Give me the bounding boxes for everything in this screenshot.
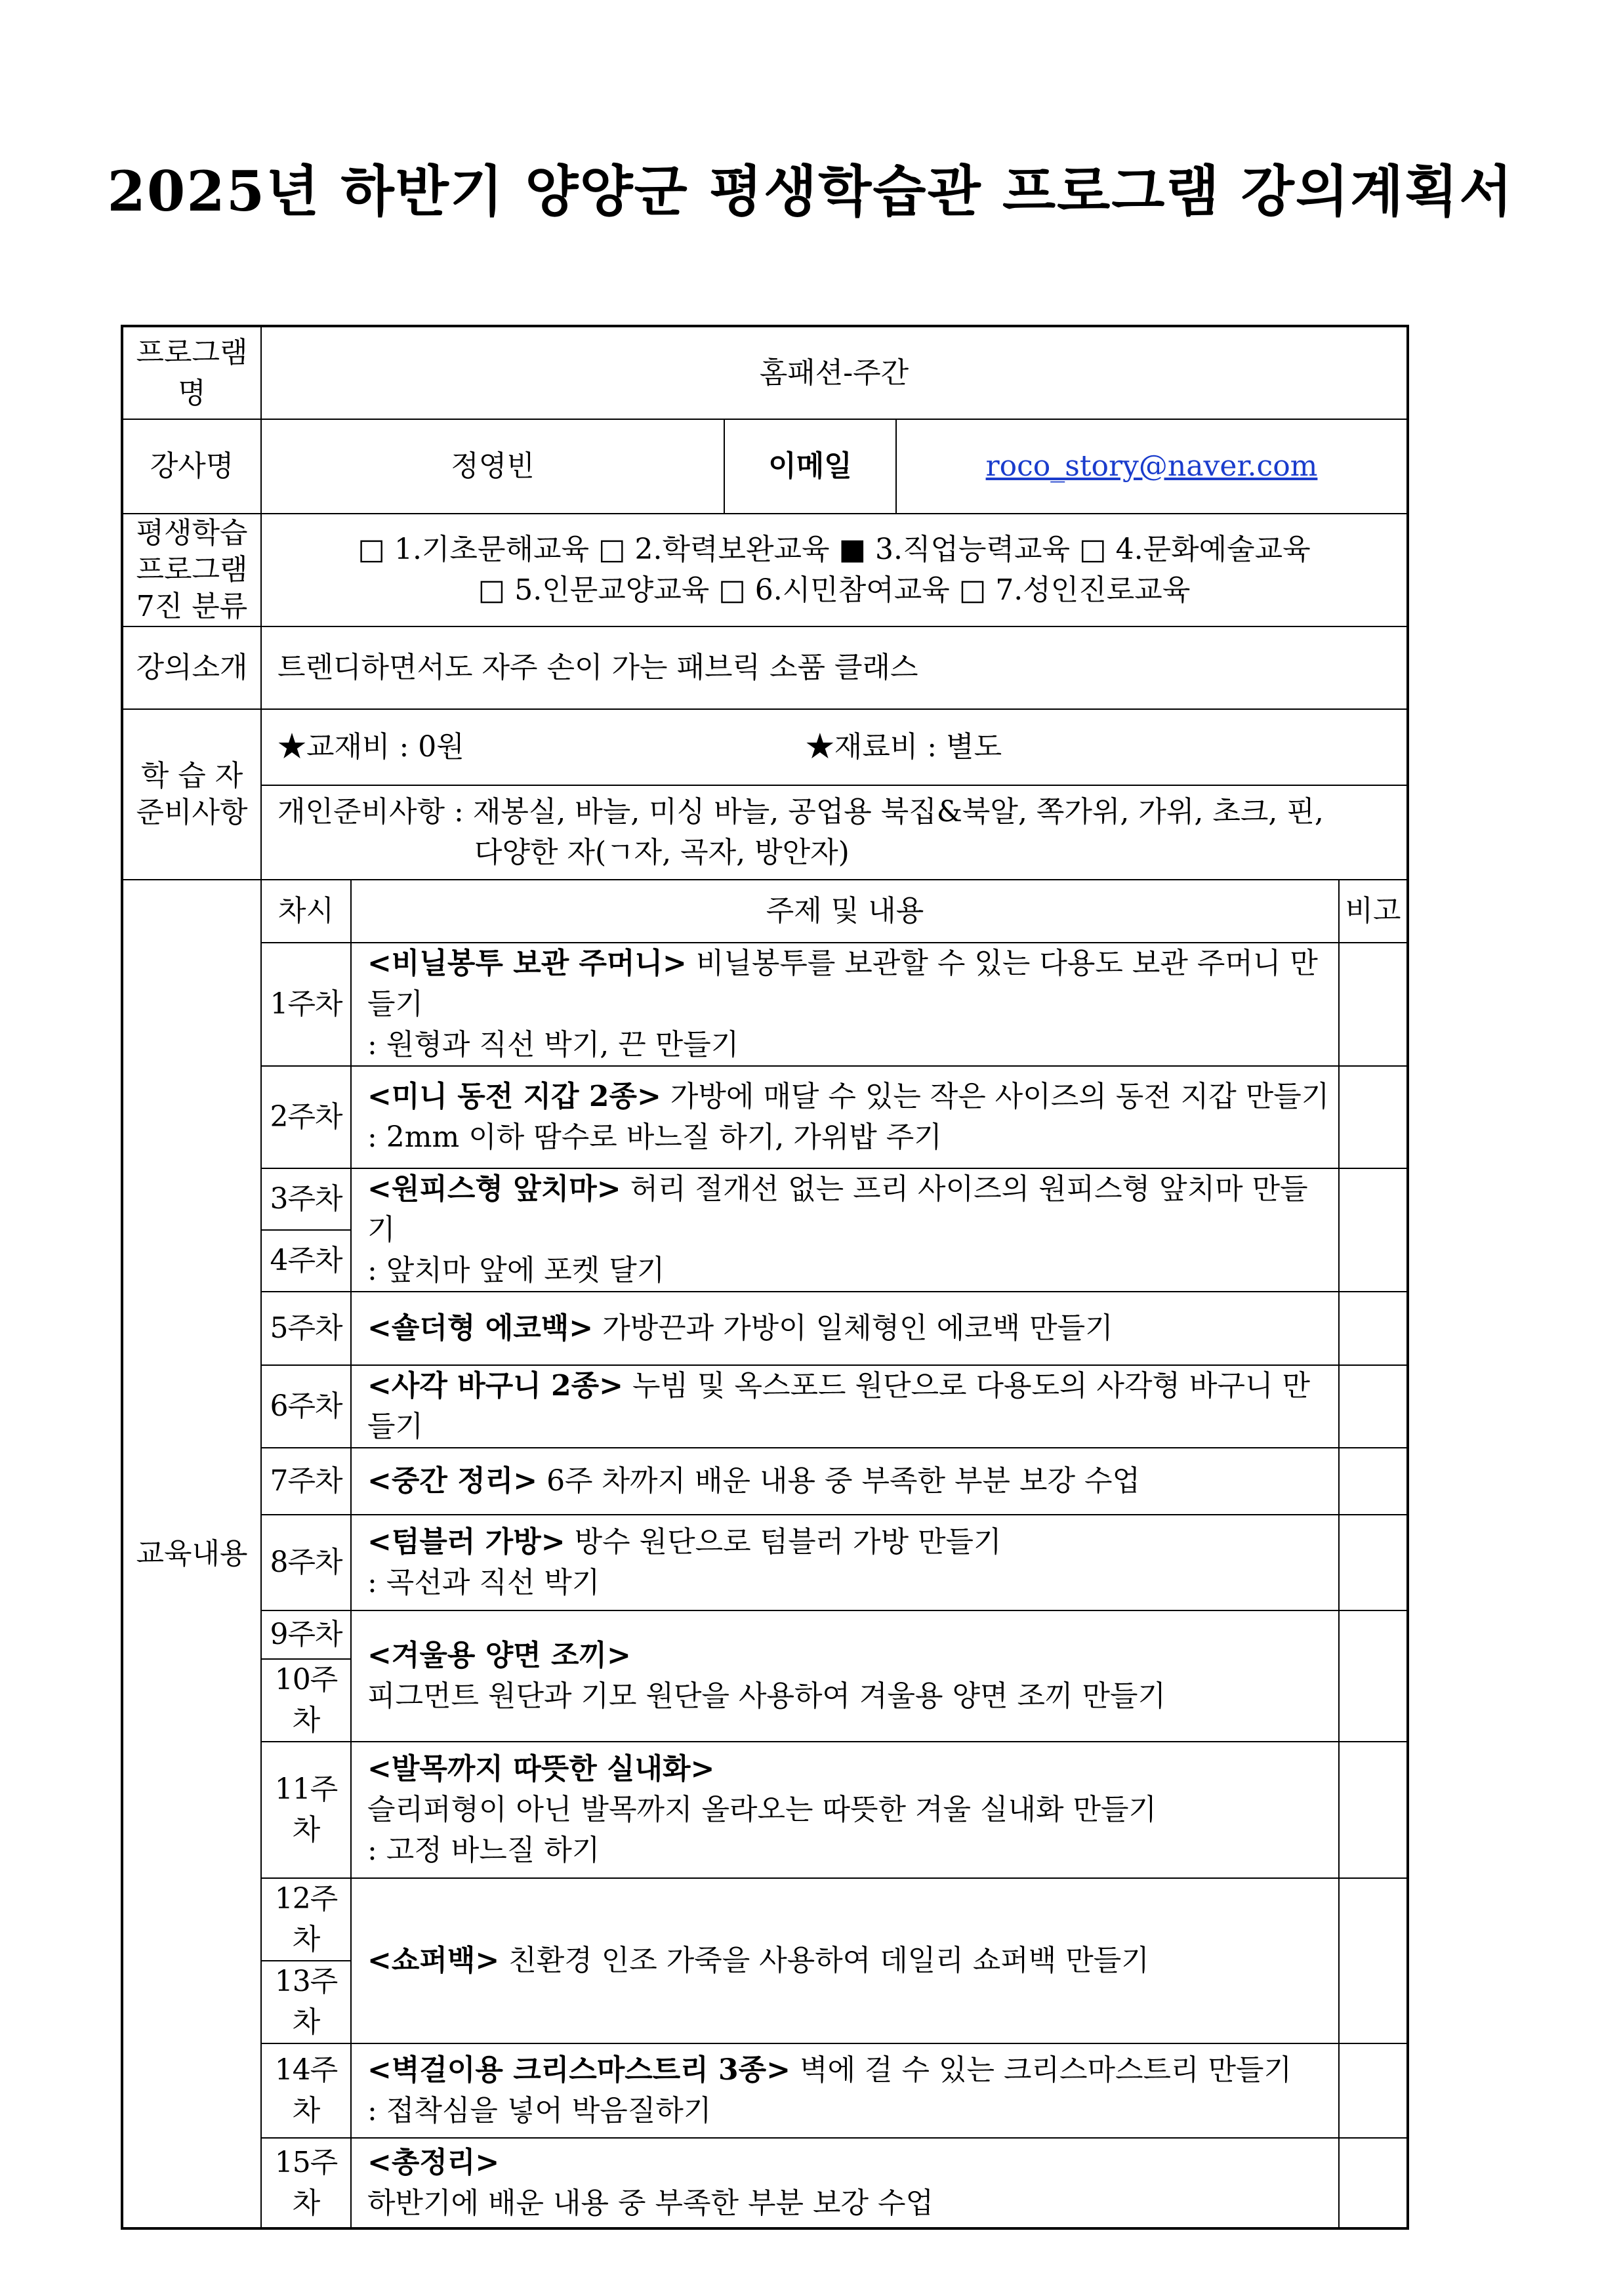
content-cell [351,1742,1339,1878]
week-cell: 3주차 [261,1168,351,1230]
curriculum-row [122,943,1408,1066]
prep-personal [261,785,1408,880]
prep-label-line2: 준비사항 [136,796,248,829]
content-cell [351,1365,1339,1448]
topic-title: <벽걸이용 크리스마스트리 3종> [367,2053,791,2087]
topic-desc: 가방에 매달 수 있는 작은 사이즈의 동전 지갑 만들기 [661,1080,1330,1113]
note-cell [1339,1742,1408,1878]
header-session: 차시 [261,880,351,943]
topic-sub: : 원형과 직선 박기, 끈 만들기 [367,1028,739,1061]
topic-sub: 피그먼트 원단과 기모 원단을 사용하여 겨울용 양면 조끼 만들기 [367,1679,1166,1713]
topic-title: <쇼퍼백> [367,1944,500,1977]
curriculum-row [122,2138,1408,2228]
content-cell [351,1878,1339,2043]
topic-sub: : 곡선과 직선 박기 [367,1566,600,1599]
email-cell [896,419,1408,514]
curriculum-row [122,1742,1408,1878]
week-cell: 4주차 [261,1230,351,1292]
classification-label-line3: 7진 분류 [136,590,248,623]
week-cell: 7주차 [261,1448,351,1515]
email-link[interactable]: roco_story@naver.com [985,449,1318,483]
curriculum-row [122,1365,1408,1448]
note-cell [1339,1365,1408,1448]
textbook-fee: ★교재비 : 0원 [277,730,464,764]
topic-sub: : 접착심을 넣어 박음질하기 [367,2094,712,2127]
note-cell [1339,1448,1408,1515]
personal-line1: 개인준비사항 : 재봉실, 바늘, 미싱 바늘, 공업용 북집&북알, 쪽가위, 가위, 초크, 핀, [277,795,1324,829]
topic-title: <텀블러 가방> [367,1525,565,1559]
prep-label-line1: 학 습 자 [140,759,243,792]
week-cell: 11주차 [261,1742,351,1878]
classification-line2: □ 5.인문교양교육 □ 6.시민참여교육 □ 7.성인진로교육 [478,573,1191,607]
content-cell [351,2043,1339,2138]
topic-sub2: : 고정 바느질 하기 [367,1834,600,1867]
content-cell [351,1066,1339,1168]
intro-value: 트렌디하면서도 자주 손이 가는 패브릭 소품 클래스 [261,626,1408,709]
prep-label [122,709,261,880]
instructor-name: 정영빈 [261,419,724,514]
topic-desc: 누빔 및 옥스포드 원단으로 다용도의 사각형 바구니 만들기 [367,1369,1310,1443]
week-cell: 2주차 [261,1066,351,1168]
curriculum-row [122,1515,1408,1610]
note-cell [1339,1292,1408,1365]
topic-title: <중간 정리> [367,1464,538,1498]
topic-sub: : 앞치마 앞에 포켓 달기 [367,1254,665,1287]
curriculum-row [122,1168,1408,1230]
topic-title: <미니 동전 지갑 2종> [367,1080,661,1113]
topic-title: <사각 바구니 2종> [367,1369,624,1403]
week-cell: 14주차 [261,2043,351,2138]
personal-line2: 다양한 자(ㄱ자, 곡자, 방안자) [474,836,850,869]
classification-line1: □ 1.기초문해교육 □ 2.학력보완교육 ■ 3.직업능력교육 □ 4.문화예술교육 [358,533,1311,566]
week-cell: 9주차 [261,1610,351,1659]
topic-title: <숄더형 에코백> [367,1311,594,1345]
curriculum-row [122,1292,1408,1365]
instructor-label: 강사명 [122,419,261,514]
program-value: 홈패션-주간 [261,326,1408,419]
classification-label-line2: 프로그램 [136,553,248,586]
week-cell: 12주차 [261,1878,351,1961]
content-cell [351,943,1339,1066]
note-cell [1339,2043,1408,2138]
note-cell [1339,1515,1408,1610]
curriculum-row [122,1878,1408,1961]
topic-title: <총정리> [367,2145,500,2179]
week-cell: 1주차 [261,943,351,1066]
row-classification [122,514,1408,626]
classification-label-line1: 평생학습 [136,516,248,550]
note-cell [1339,1168,1408,1292]
note-cell [1339,943,1408,1066]
material-fee: ★재료비 : 별도 [805,730,1002,764]
topic-title: <발목까지 따뜻한 실내화> [367,1752,715,1786]
week-cell: 8주차 [261,1515,351,1610]
topic-sub: : 2mm 이하 땀수로 바느질 하기, 가위밥 주기 [367,1120,942,1154]
row-prep-personal [122,785,1408,880]
curriculum-row [122,1066,1408,1168]
content-cell [351,1168,1339,1292]
curriculum-label: 교육내용 [122,880,261,2228]
curriculum-row [122,2043,1408,2138]
prep-fees [261,709,1408,785]
topic-desc: 가방끈과 가방이 일체형인 에코백 만들기 [593,1311,1113,1345]
topic-desc: 방수 원단으로 텀블러 가방 만들기 [565,1525,1002,1559]
program-label: 프로그램명 [122,326,261,419]
week-cell: 10주차 [261,1659,351,1742]
header-content: 주제 및 내용 [351,880,1339,943]
topic-desc: 6주 차까지 배운 내용 중 부족한 부분 보강 수업 [537,1464,1141,1498]
topic-title: <원피스형 앞치마> [367,1172,621,1206]
header-note: 비고 [1339,880,1408,943]
topic-desc: 허리 절개선 없는 프리 사이즈의 원피스형 앞치마 만들기 [367,1172,1308,1246]
topic-title: <비닐봉투 보관 주머니> [367,947,687,980]
note-cell [1339,1066,1408,1168]
topic-desc: 비닐봉투를 보관할 수 있는 다용도 보관 주머니 만들기 [367,947,1318,1021]
week-cell: 6주차 [261,1365,351,1448]
content-cell [351,2138,1339,2228]
week-cell: 13주차 [261,1961,351,2043]
row-program [122,326,1408,419]
row-intro [122,626,1408,709]
topic-title: <겨울용 양면 조끼> [367,1639,631,1672]
week-cell: 5주차 [261,1292,351,1365]
page-title: 2025년 하반기 양양군 평생학습관 프로그램 강의계획서 [107,159,1514,224]
row-prep-fees [122,709,1408,785]
topic-desc: 친환경 인조 가죽을 사용하여 데일리 쇼퍼백 만들기 [499,1944,1149,1977]
week-cell: 15주차 [261,2138,351,2228]
row-instructor [122,419,1408,514]
topic-sub: 슬리퍼형이 아닌 발목까지 올라오는 따뜻한 겨울 실내화 만들기 [367,1793,1157,1826]
intro-label: 강의소개 [122,626,261,709]
classification-label [122,514,261,626]
email-label: 이메일 [724,419,896,514]
content-cell [351,1610,1339,1742]
topic-sub: 하반기에 배운 내용 중 부족한 부분 보강 수업 [367,2186,934,2220]
note-cell [1339,1878,1408,2043]
curriculum-row [122,1448,1408,1515]
curriculum-row [122,1610,1408,1659]
content-cell [351,1448,1339,1515]
lecture-plan-table [121,325,1409,2230]
content-cell [351,1292,1339,1365]
classification-options [261,514,1408,626]
note-cell [1339,2138,1408,2228]
note-cell [1339,1610,1408,1742]
topic-desc: 벽에 걸 수 있는 크리스마스트리 만들기 [790,2053,1292,2087]
content-cell [351,1515,1339,1610]
curriculum-header-row [122,880,1408,943]
